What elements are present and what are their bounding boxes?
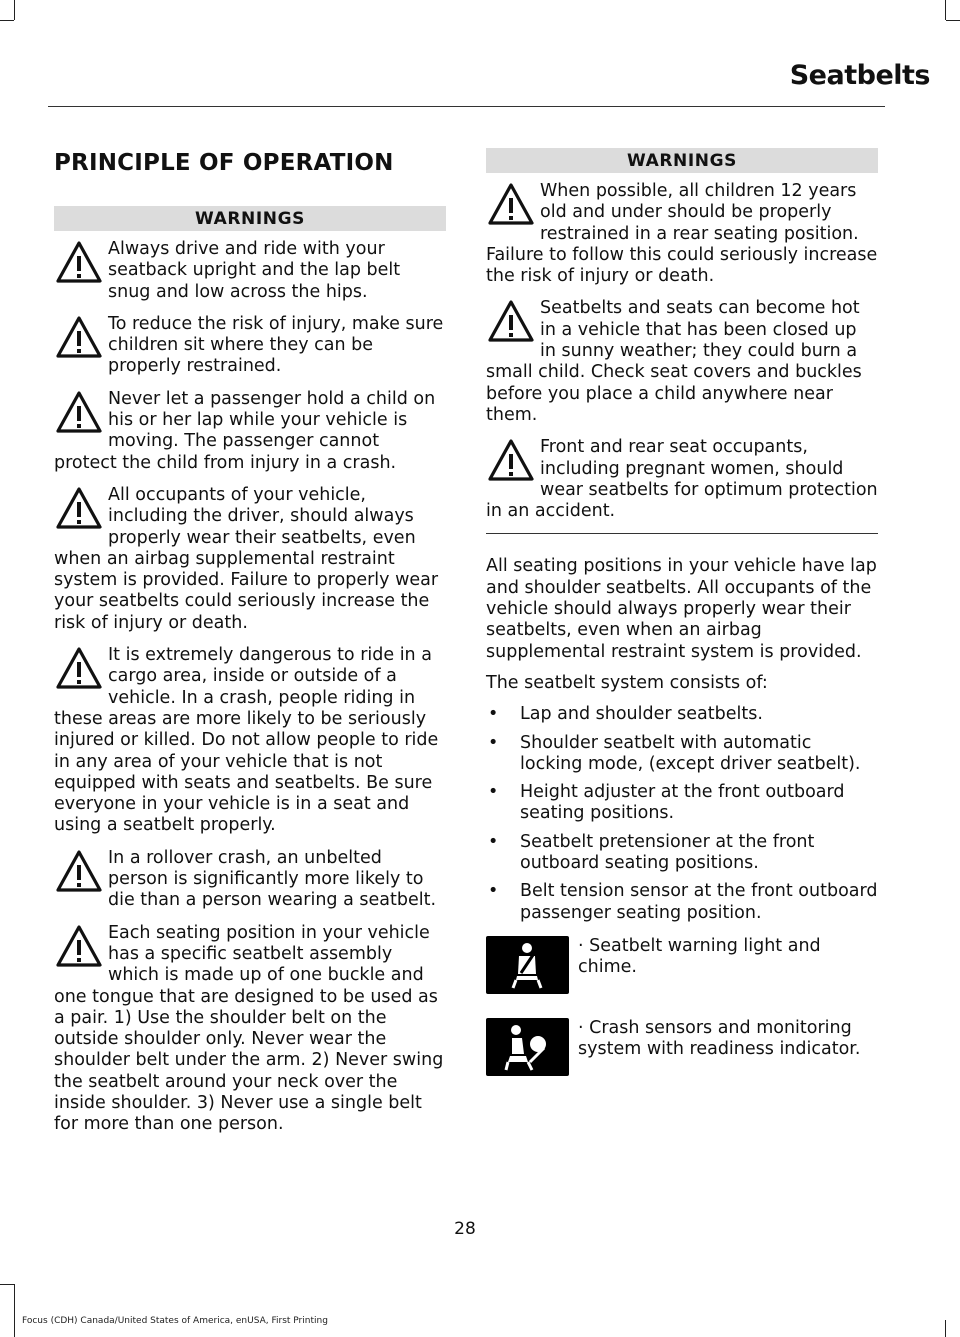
symbol-row bbox=[486, 1018, 878, 1088]
bullet-marker: • bbox=[488, 881, 499, 902]
warning-item bbox=[486, 298, 878, 426]
list-item-text: Seatbelt pretensioner at the front outboard seating positions. bbox=[520, 831, 815, 874]
crop-mark bbox=[945, 1320, 946, 1337]
list-item-text: Lap and shoulder seatbelts. bbox=[520, 704, 763, 725]
airbag-readiness-icon bbox=[486, 1018, 569, 1076]
bullet-marker: • bbox=[488, 732, 499, 753]
list-item-text: Belt tension sensor at the front outboard passenger seating position. bbox=[520, 881, 878, 923]
warnings-list bbox=[54, 239, 446, 1136]
list-item bbox=[486, 733, 878, 776]
warnings-heading: WARNINGS bbox=[54, 206, 446, 231]
symbol-row bbox=[486, 936, 878, 1006]
warning-item bbox=[54, 485, 446, 634]
crop-mark bbox=[14, 0, 15, 20]
list-intro: The seatbelt system consists of: bbox=[486, 672, 768, 693]
page-header-title: Seatbelts bbox=[789, 60, 930, 91]
warning-triangle-icon bbox=[486, 181, 536, 229]
warning-item bbox=[54, 314, 446, 378]
symbol-text: · Seatbelt warning light and chime. bbox=[578, 935, 821, 978]
warning-text: When possible, all children 12 years old and under should be properly restrained in a rear seating position. Failure to follow this could seriously increase the risk of injury or death. bbox=[486, 181, 878, 287]
warnings-end-rule bbox=[486, 533, 878, 534]
body-paragraph: All seating positions in your vehicle have lap and shoulder seatbelts. All occupants of the vehicle should always properly wear their seatbelts, even when an airbag supplemental restraint system is provided. bbox=[486, 556, 877, 662]
bullet-marker: • bbox=[488, 782, 499, 803]
symbol-list bbox=[486, 936, 878, 1088]
crop-mark bbox=[946, 20, 960, 21]
warning-text: Never let a passenger hold a child on his or her lap while your vehicle is moving. The passenger cannot protect the child from injury in a crash. bbox=[54, 388, 436, 473]
warnings-list bbox=[486, 181, 878, 522]
warning-text: To reduce the risk of injury, make sure children sit where they can be properly restrained. bbox=[108, 313, 444, 377]
list-item-text: Height adjuster at the front outboard seating positions. bbox=[520, 782, 845, 824]
warning-triangle-icon bbox=[54, 314, 104, 362]
warning-triangle-icon bbox=[54, 645, 104, 693]
warning-text: Always drive and ride with your seatback upright and the lap belt snug and low across the hips. bbox=[108, 239, 401, 302]
warning-item bbox=[54, 239, 446, 303]
section-title: PRINCIPLE OF OPERATION bbox=[54, 150, 394, 176]
page-number: 28 bbox=[454, 1219, 476, 1239]
component-list bbox=[486, 704, 878, 924]
crop-mark bbox=[0, 1284, 14, 1285]
crop-mark bbox=[0, 20, 14, 21]
warning-text: Front and rear seat occupants, including pregnant women, should wear seatbelts for optimum protection in an accident. bbox=[486, 437, 878, 522]
left-column bbox=[54, 140, 446, 1147]
warning-triangle-icon bbox=[486, 437, 536, 485]
warning-text: Seatbelts and seats can become hot in a vehicle that has been closed up in sunny weather; they could burn a small child. Check seat covers and buckles before you place a child anywhere near them. bbox=[486, 298, 862, 425]
warning-item bbox=[54, 389, 446, 474]
crop-mark bbox=[14, 1284, 15, 1337]
warning-text: It is extremely dangerous to ride in a cargo area, inside or outside of a vehicle. In a crash, people riding in these areas are more likely to be seriously injured or killed. Do not allow people to ride in any area of your vehicle that is not equipped with seats and seatbelts. Be sure everyone in your vehicle is in a seat and using a seatbelt properly. bbox=[54, 645, 439, 836]
bullet-marker: • bbox=[488, 704, 499, 725]
warning-item bbox=[54, 923, 446, 1136]
warning-item bbox=[54, 848, 446, 912]
warning-triangle-icon bbox=[486, 298, 536, 346]
warning-item bbox=[54, 645, 446, 837]
crop-mark bbox=[945, 0, 946, 20]
list-item bbox=[486, 832, 878, 875]
warnings-heading: WARNINGS bbox=[486, 148, 878, 173]
warning-triangle-icon bbox=[54, 485, 104, 533]
right-column bbox=[486, 148, 878, 1088]
warning-text: Each seating position in your vehicle has a specific seatbelt assembly which is made up of one buckle and one tongue that are designed to be used as a pair. 1) Use the shoulder belt on the outside shoulder only. Never wear the shoulder belt under the arm. 2) Never swing the seatbelt around your neck over the inside shoulder. 3) Never use a single belt for more than one person. bbox=[54, 922, 444, 1135]
warning-triangle-icon bbox=[54, 848, 104, 896]
bullet-marker: • bbox=[488, 831, 499, 852]
warning-triangle-icon bbox=[54, 923, 104, 971]
symbol-text: · Crash sensors and monitoring system with readiness indicator. bbox=[578, 1017, 861, 1060]
warning-item bbox=[486, 181, 878, 287]
warning-text: In a rollover crash, an unbelted person is significantly more likely to die than a person wearing a seatbelt. bbox=[108, 847, 437, 911]
warning-item bbox=[486, 437, 878, 522]
list-item bbox=[486, 881, 878, 924]
seatbelt-warning-icon bbox=[486, 936, 569, 994]
list-item bbox=[486, 704, 878, 725]
footer-text: Focus (CDH) Canada/United States of America, enUSA, First Printing bbox=[22, 1316, 328, 1326]
list-item-text: Shoulder seatbelt with automatic locking mode, (except driver seatbelt). bbox=[520, 732, 861, 774]
warning-triangle-icon bbox=[54, 389, 104, 437]
warning-triangle-icon bbox=[54, 239, 104, 287]
header-divider bbox=[48, 106, 885, 107]
list-item bbox=[486, 782, 878, 825]
warning-text: All occupants of your vehicle, including the driver, should always properly wear their seatbelts, even when an airbag supplemental restraint system is provided. Failure to properly wear your seatbelts could seriously increase the risk of injury or death. bbox=[54, 484, 439, 633]
